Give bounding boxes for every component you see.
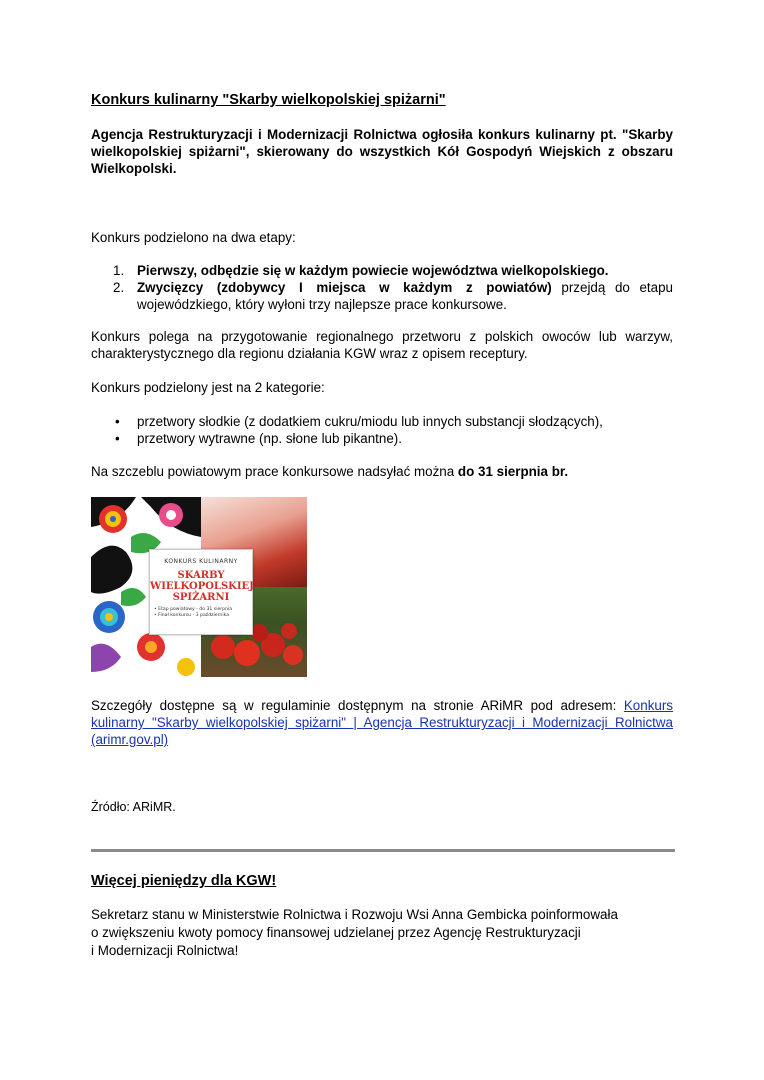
contest-description: Konkurs polega na przygotowanie regionalnego przetworu z polskich owoców lub warzyw, charakterystycznego dla regionu działania KGW wraz z opisem receptury. bbox=[91, 329, 673, 361]
body-line: o zwiększeniu kwoty pomocy finansowej udzielanej przez Agencję Restrukturyzacji bbox=[91, 925, 581, 940]
list-item bbox=[91, 430, 673, 447]
poster-bullet: • Finał konkursu - 3 października bbox=[154, 613, 230, 618]
categories-list bbox=[91, 413, 673, 447]
bullet-icon: • bbox=[115, 431, 120, 446]
stages-list bbox=[91, 262, 673, 313]
stage-bold-text: Zwycięzcy (zdobywcy I miejsca w każdym z powiatów) bbox=[137, 280, 552, 295]
article-title: Więcej pieniędzy dla KGW! bbox=[91, 873, 277, 889]
article-lead: Agencja Restrukturyzacji i Modernizacji Rolnictwa ogłosiła konkurs kulinarny pt. "Skarby wielkopolskiej spiżarni", skierowany do wszystkich Kół Gospodyń Wiejskich z obszaru Wielkopolski. bbox=[91, 127, 673, 176]
categories-intro: Konkurs podzielony jest na 2 kategorie: bbox=[91, 380, 325, 395]
list-number: 1. bbox=[113, 263, 125, 278]
category-text: przetwory wytrawne (np. słone lub pikantne). bbox=[137, 431, 402, 446]
list-item bbox=[91, 262, 673, 279]
poster-bullet: • Etap powiatowy - do 31 sierpnia bbox=[154, 607, 233, 612]
list-item bbox=[91, 413, 673, 430]
details-paragraph bbox=[91, 697, 673, 748]
list-item bbox=[91, 279, 673, 313]
stage-text: przejdą do etapu wojewódzkiego, który wyłoni trzy najlepsze prace konkursowe. bbox=[137, 280, 673, 312]
contest-poster-image bbox=[91, 497, 307, 677]
section-divider bbox=[91, 849, 675, 852]
stage-bold-text: Pierwszy, odbędzie się w każdym powiecie województwa wielkopolskiego. bbox=[137, 263, 609, 278]
regulations-link[interactable]: Konkurs kulinarny "Skarby wielkopolskiej spiżarni" | Agencja Restrukturyzacji i Modernizacji Rolnictwa (arimr.gov.pl) bbox=[91, 698, 673, 747]
deadline-date: do 31 sierpnia br. bbox=[457, 464, 569, 479]
article-title: Konkurs kulinarny "Skarby wielkopolskiej spiżarni" bbox=[91, 92, 446, 108]
article-body bbox=[91, 906, 673, 960]
body-line: i Modernizacji Rolnictwa! bbox=[91, 943, 239, 958]
details-text: Szczegóły dostępne są w regulaminie dostępnym na stronie ARiMR pod adresem: bbox=[91, 698, 624, 713]
stages-intro: Konkurs podzielono na dwa etapy: bbox=[91, 230, 296, 245]
deadline-text: Na szczeblu powiatowym prace konkursowe nadsyłać można bbox=[91, 464, 458, 479]
source-note: Źródło: ARiMR. bbox=[91, 800, 176, 814]
category-text: przetwory słodkie (z dodatkiem cukru/miodu lub innych substancji słodzących), bbox=[137, 414, 603, 429]
deadline-paragraph bbox=[91, 463, 673, 480]
list-number: 2. bbox=[113, 280, 125, 295]
body-line: Sekretarz stanu w Ministerstwie Rolnictwa i Rozwoju Wsi Anna Gembicka poinformowała bbox=[91, 907, 618, 922]
bullet-icon: • bbox=[115, 414, 120, 429]
poster-card bbox=[149, 549, 253, 635]
poster-title: SKARBY WIELKOPOLSKIEJ SPIŻARNI bbox=[150, 570, 254, 603]
poster-label: KONKURS KULINARNY bbox=[164, 558, 238, 565]
